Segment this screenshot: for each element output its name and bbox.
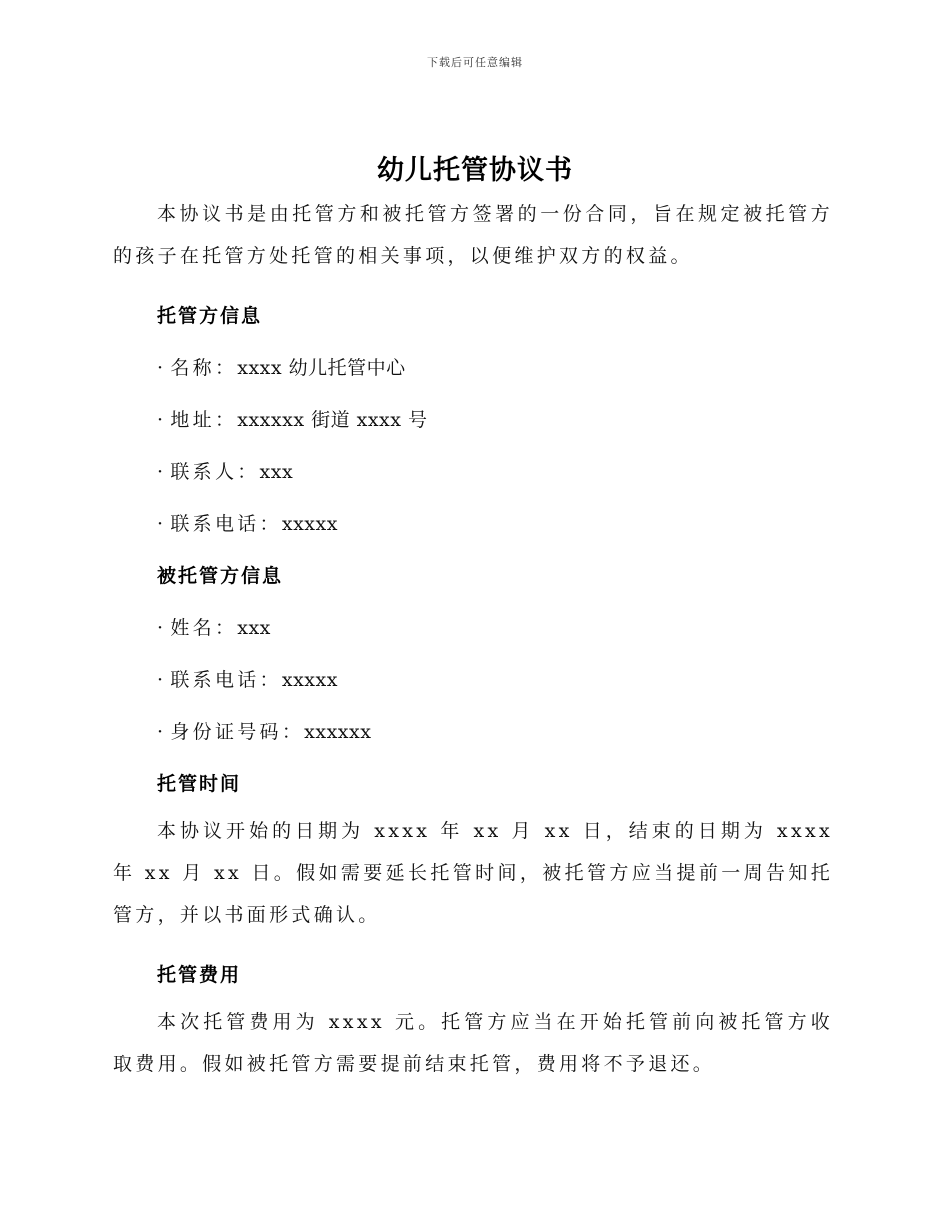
page-header: 下载后可任意编辑 bbox=[427, 56, 523, 69]
document-title: 幼儿托管协议书 bbox=[377, 155, 573, 186]
bullet-icon: · bbox=[157, 669, 167, 691]
list-item bbox=[113, 706, 833, 758]
bullet-icon: · bbox=[157, 409, 167, 431]
item-value: xxxxx bbox=[281, 669, 338, 691]
list-item bbox=[113, 498, 833, 550]
item-value: xxx bbox=[237, 617, 271, 639]
item-label: 名称： bbox=[170, 357, 238, 379]
item-value: xxx bbox=[259, 461, 294, 483]
document-body bbox=[113, 193, 833, 1085]
section-heading-period: 托管时间 bbox=[157, 773, 242, 795]
item-value: xxxxxx 街道 xxxx 号 bbox=[237, 409, 428, 431]
list-item bbox=[113, 446, 833, 498]
item-value: xxxxxx bbox=[304, 721, 372, 743]
list-item bbox=[113, 654, 833, 706]
bullet-icon: · bbox=[157, 513, 167, 535]
item-label: 联系人： bbox=[170, 461, 260, 483]
section-heading-fees: 托管费用 bbox=[157, 964, 242, 986]
item-label: 身份证号码： bbox=[170, 721, 305, 743]
fees-paragraph: 本次托管费用为 xxxx 元。托管方应当在开始托管前向被托管方收取费用。假如被托管方需要提前结束托管，费用将不予退还。 bbox=[113, 1011, 833, 1075]
client-info-list bbox=[113, 602, 833, 758]
item-value: xxxxx bbox=[281, 513, 338, 535]
intro-paragraph: 本协议书是由托管方和被托管方签署的一份合同，旨在规定被托管方的孩子在托管方处托管的相关事项，以便维护双方的权益。 bbox=[113, 203, 833, 267]
item-value: xxxx 幼儿托管中心 bbox=[237, 357, 406, 379]
section-heading-provider: 托管方信息 bbox=[157, 305, 263, 327]
list-item bbox=[113, 394, 833, 446]
period-paragraph: 本协议开始的日期为 xxxx 年 xx 月 xx 日，结束的日期为 xxxx 年 xx 月 xx 日。假如需要延长托管时间，被托管方应当提前一周告知托管方，并以书面形式确认。 bbox=[113, 820, 833, 926]
item-label: 联系电话： bbox=[170, 669, 282, 691]
bullet-icon: · bbox=[157, 357, 167, 379]
bullet-icon: · bbox=[157, 461, 167, 483]
bullet-icon: · bbox=[157, 721, 167, 743]
list-item bbox=[113, 342, 833, 394]
item-label: 姓名： bbox=[170, 617, 238, 639]
item-label: 联系电话： bbox=[170, 513, 282, 535]
list-item bbox=[113, 602, 833, 654]
provider-info-list bbox=[113, 342, 833, 550]
bullet-icon: · bbox=[157, 617, 167, 639]
item-label: 地址： bbox=[170, 409, 238, 431]
section-heading-client: 被托管方信息 bbox=[157, 565, 284, 587]
